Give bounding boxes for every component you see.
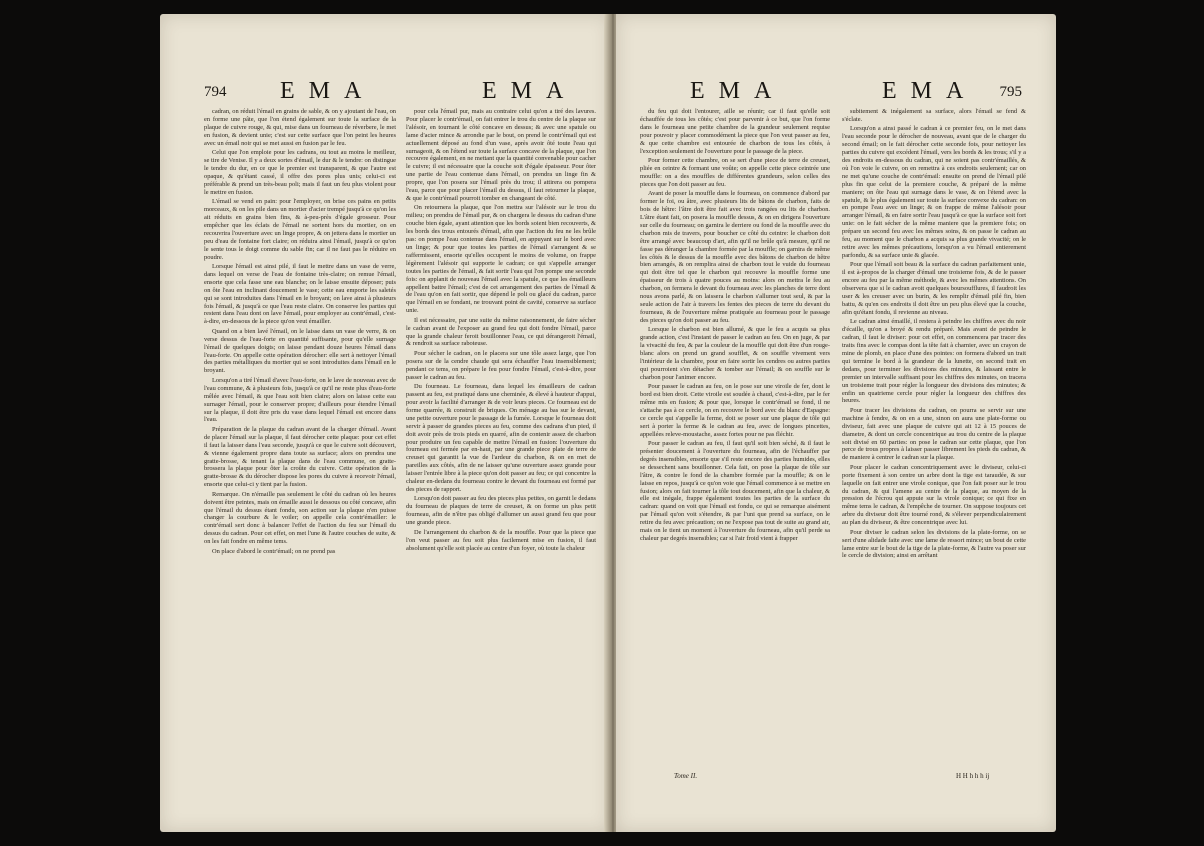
paragraph: cadran, on réduit l'émail en grains de sable, & on y ajoutant de l'eau, on en forme une pâte, que l'on étend également sur toute la surface de la plaque de cuivre rouge, & qui, mise dans un fourneau de réverbere, le met en fusion, & devient unie; c'est sur cette surface que l'on peint les heures avec un émail noir qui se met aussi en fusion par le feu. [204,108,396,147]
paragraph: Quand on a bien lavé l'émail, on le laisse dans un vase de verre, & on verse dessus de l'eau-forte en quantité suffisante, pour qu'elle surnage l'émail de quelques doigts; on laisse pendant douze heures l'émail dans l'eau-forte. On appelle cette opération dérocher: elle sert à nettoyer l'émail des parties métalliques du mortier qui se sont introduites dans l'émail en le broyant. [204,327,396,375]
volume-footer: Tome II. [674,772,698,780]
paragraph: Lorsqu'on a tiré l'émail d'avec l'eau-forte, on le lave de nouveau avec de l'eau commune, & à plusieurs fois, jusqu'à ce qu'il ne reste plus d'eau-forte mêlée avec l'émail, & que l'eau soit bien claire; alors on laisse cette eau surnager l'émail, pour le conserver propre; d'ailleurs pour étendre l'émail sur la plaque, il doit être pris du vase dans lequel l'émail est encore dans l'eau. [204,376,396,424]
paragraph: Lorsque l'émail est ainsi pilé, il faut le mettre dans un vase de verre, dans lequel on verse de l'eau de fontaine très-claire; on remue l'émail, ensorte que cela fasse une eau blanche; on le laisse ensuite déposer; puis on ôte l'eau en inclinant doucement le vase; cette eau emporte les saletés qui se sont introduites dans l'émail en le broyant; on lave ainsi à plusieurs fois l'émail, & jusqu'à ce que l'eau reste claire. On conserve les parties qui restent dans l'eau dont on lave l'émail, pour employer au contr'émail, c'est-à-dire, en-dessous de la piece qu'on veut émailler. [204,263,396,326]
paragraph: Pour tracer les divisions du cadran, on pourra se servir sur une machine à fendre, & on en a une, sinon on aura une plate-forme ou diviseur, fait avec une plaque de cuivre qui ait 12 à 15 pouces de diametre, & dont un cercle concentrique au trou du centre de la plaque soit divisé en 60 parties: on pose le cadran sur cette plaque, que l'on perce de trous propres à laisser passer librement les pieds du cadran, & de maniere à centrer le cadran sur la plaque. [842,406,1026,462]
right-running-head-2: EMA [882,78,978,104]
left-page-header [160,72,610,106]
paragraph: On place d'abord le contr'émail; on ne prend pas [212,547,336,555]
paragraph: du feu qui doit l'entourer, aille se réunir; car il faut qu'elle soit échauffée de tous les côtés; c'est pour parvenir à ce but, que l'on forme dans le fourneau une petite chambre de la grandeur seulement requise pour pouvoir y placer commodément la piece que l'on veut passer au feu, & que cette chambre est entourée de charbon de tous les côtés, à l'exception seulement de l'ouverture pour le passage de la piece. [640,108,830,155]
paragraph: De l'arrangement du charbon & de la mouffle. Pour que la piece que l'on veut passer au feu soit plus facilement mise en fusion, il faut absolument qu'elle soit placée au centre d'un foyer, où toute la chaleur [406,528,596,552]
paragraph: Lorsqu'on a ainsi passé le cadran à ce premier feu, on le met dans l'eau seconde pour le dérocher de nouveau, avant que de le charger du second émail; on le fait dérocher cette seconde fois, pour nettoyer les parties du cuivre qui excédent l'émail, vers les bords & les trous; s'il y a des endroits en-dessous du cadran, qui ne soient pas contr'émaillés, & où l'on voie le cuivre, on en remettra à ces endroits seulement; car on ne met qu'une couche de contr'émail: ensuite on prend de l'émail pilé plus fin que celui de la premiere couche, & préparé de la même maniere; on ôte l'eau qui surnage dans le vase, & on l'étend avec la spatule, & le plus également sur toute la surface convexe du cadran: on en pompe l'eau avec un linge; & on frappe de même l'alésoir pour arranger l'émail, & en faire sortir l'eau jusqu'à ce que la surface soit fort unie: on le fait sécher de la même maniere que la premiere fois; on prépare un second feu avec les mêmes soins, & on passe le cadran au feu, au moment que le charbon a acquis sa plus grande vivacité; on le retire avec les mêmes précautions, lorsqu'on a vu l'émail entierement parfondu, & sa surface unie & glacée. [842,125,1026,259]
right-column-1 [640,108,830,768]
paragraph: Du fourneau. Le fourneau, dans lequel les émailleurs de cadran passent au feu, est pratiqué dans une cheminée, & élevé à hauteur d'appui, pour avoir la facilité d'arranger & de voir leurs pieces. Ce fourneau est de forme quarrée, & construit de briques. On ménage au bas sur le devant, une petite ouverture pour le passage de la fumée. Lorsque le fourneau doit servir à passer de grandes pieces au feu, comme des cadrans d'un pied, il doit avoir près de trois pieds en quarré, afin de contenir assez de charbon pour produire un feu capable de mettre l'émail en fusion: l'ouverture du fourneau est fermée par en-haut, par une grande piece plate de terre de creuset qui garantit la vue de l'ardeur du charbon, & on en met de pareilles aux côtés, afin de ne laisser qu'une ouverture assez grande pour laisser l'entrée libre à la piece qu'on doit passer au feu; ce qui concentre la chaleur en-dedans du fourneau contre le devant du fourneau est formé par des pieces de rapport. [406,383,596,493]
paragraph: Pour diviser le cadran selon les divisions de la plate-forme, on se sert d'une alidade faite avec une lame de ressort mince; un bout de cette lame entre sur le bout de la tige de la plate-forme, & l'autre va poser sur le cercle de division; ainsi en arrêtant [842,528,1026,560]
paragraph: Pour passer le cadran au feu, il faut qu'il soit bien séché, & il faut le présenter doucement à l'ouverture du fourneau, afin de l'échauffer par degrés insensibles, ensorte que s'il reste encore des parties humides, elles se dessechent sans bouillonner. Cela fait, on pose la plaque de tôle sur l'âtre, & contre le fond de la chambre formée par la mouffle; & on le laisse en repos, jusqu'à ce qu'on voie que l'émail commence à se mettre en fusion; alors on fait tourner la tôle tout doucement, afin que la chaleur, & elle est inégale, frappe également toutes les parties de la surface du cadran: quand on voit que l'émail est fondu, ce qui se remarque aisément par l'émail qu'on voit s'étendre, & par l'uni que prend sa surface, on le retire du feu avec précaution; on ne l'expose pas tout de suite au grand air, mais on le tient un moment à l'ouverture du fourneau, afin qu'il perde sa chaleur par degrés insensibles; car si l'air froid vient à frapper [640,440,830,542]
left-running-head-2: EMA [482,78,578,104]
left-column-1 [204,108,396,813]
paragraph: Remarque. On n'émaille pas seulement le côté du cadran où les heures doivent être peintes, mais on émaille aussi le dessous ou côté concave, afin que l'émail du dessus étant fondu, son action sur la plaque n'en puisse changer la courbure & le voiler; on appelle cela contr'émailler: le contr'émail sert donc à balancer l'effet de l'action du feu sur l'émail du dessus du cadran. Pour cet effet, on met l'une & l'autre couches de suite, & on les fait fondre en même tems. [204,490,396,546]
paragraph: Celui que l'on emploie pour les cadrans, ou tout au moins le meilleur, se tire de Venise. Il y a deux sortes d'émail, le dur & le tendre: on distingue le tendre du dur, en ce que le premier est transparent, & que l'autre est opaque, & qu'étant cassé, il offre des pores plus unis; celui-ci est préférable & prend un très-beau poli; mais il faut un feu plus violent pour le mettre en fusion. [204,149,396,196]
paragraph: subitement & inégalement sa surface, alors l'émail se fend & s'éclate. [842,108,1026,123]
signature-mark: H H h h h ij [956,772,990,780]
paragraph: On retournera la plaque, que l'on mettra sur l'alésoir sur le trou du milieu; on prendra de l'émail pur, & on chargera le dessus du cadran d'une couche bien égale, ayant attention que les bords soient bien recouverts, & les bords des trous entourés d'émail, afin que l'action du feu ne les brûle pas: on pompe l'eau contenue dans l'émail, en appuyant sur le bord avec un linge; & pour que toutes les parties de l'émail s'arrangent & se raffermissent, ensorte qu'elles occupent le moins de volume, on frappe légèrement l'alésoir qui supporte le cadran; ce qui s'appelle arranger toutes les parties de l'émail, & fait sortir l'eau qui l'on pompe une seconde fois: on applanit de nouveau l'émail avec la spatule, ce que les émailleurs appellent battre l'émail; c'est de cet arrangement des parties de l'émail & de l'eau qu'on en fait sortir, que dépend le poli ou glacé du cadran, parce que l'émail en se fondant, ne trouvant point de cavité, conserve sa surface unie. [406,204,596,315]
left-page-number: 794 [204,84,227,100]
left-page [160,14,610,832]
right-column-2 [842,108,1026,768]
paragraph: Préparation de la plaque du cadran avant de la charger d'émail. Avant de placer l'émail sur la plaque, il faut dérocher cette plaque: pour cet effet il faut la laisser dans l'eau seconde, jusqu'à ce que le cuivre soit découvert, & vienne également propre dans toute sa surface; alors on prendra une gratte-brosse, & tenant la plaque dans de l'eau commune, on gratte-brossera la plaque pour ôter la croûte du cuivre. Cette opération de la gratte-brosse & du dérocher dispose les pores du cuivre à recevoir l'émail, ensorte que celui-ci y tient par la fusion. [204,425,396,489]
paragraph: Pour former cette chambre, on se sert d'une piece de terre de creuset, pliée en ceintre & formant une voûte; on appelle cette piece ceintrée une mouffle: on a des mouffles de différentes grandeurs, selon celles des pieces que l'on doit passer au feu. [640,157,830,188]
left-column-2 [406,108,596,813]
paragraph: Pour placer le cadran concentriquement avec le diviseur, celui-ci porte fixement à son centre un arbre dont la tige est taraudée, & sur laquelle on fait entrer une virole conique, que l'on fait poser sur le trou du cadran, & qui l'amene au centre de la plaque, au moyen de la pression de l'écrou qui appuie sur la virole conique; ce qui fixe en même tems le cadran, & l'empêche de tourner. On suppose toujours cet arbre du diviseur doit être tourné rond, & s'élever perpendiculairement au plan du diviseur, & être concentrique avec lui. [842,463,1026,527]
paragraph: Lorsqu'on doit passer au feu des pieces plus petites, on garnit le dedans du fourneau de plaques de terre de creuset, & on forme un plus petit fourneau, afin de n'être pas obligé d'allumer un aussi grand feu que pour une grande piece. [406,495,596,527]
paragraph: L'émail se vend en pain: pour l'employer, on brise ces pains en petits morceaux, & on les pile dans un mortier d'acier trempé jusqu'à ce qu'on les ait réduits en grains bien fins, & à-peu-près d'égale grosseur. Pour empêcher que les éclats de l'émail ne sortent hors du mortier, on en recouvrira l'ouverture avec un linge propre, & on jettera dans le mortier un peu d'eau de fontaine fort claire; on réduira ainsi l'émail, jusqu'à ce qu'on le sente tous le doigt comme du sable fin; car il ne faut pas le réduire en poudre. [204,198,396,261]
paragraph: Pour sécher le cadran, on le placera sur une tôle assez large, que l'on posera sur de la cendre chaude qui sera échauffer l'eau insensiblement; pendant ce tems, on prépare le feu pour fondre l'émail, c'est-à-dire, pour passer le cadran au feu. [406,349,596,381]
paragraph: Avant de poser la mouffle dans le fourneau, on commence d'abord par former le foi, ou âtre, avec plusieurs lits de bâtons de charbon, faits de bois de hêtre: l'âtre doit être fait avec trois rangées ou lits de charbon. L'âtre étant fait, on posera la mouffle dessus, & on en dirigera l'ouverture sur celle du fourneau; on garnira le derriere ou fond de la mouffle avec du charbon mis de travers, pour boucher ce côté du ceintre: le charbon doit être arrangé avec beaucoup d'art, afin qu'il ne brûle qu'à mesure, qu'il ne fasse pas déranger la chambre formée par la mouffle; on garnira de même les côtés & le dessus de la mouffle avec des bâtons de charbon de hêtre bien arrangés, & on remplira ainsi de charbon tout le vuide du fourneau qui doit être tel que le charbon qui recouvre la mouffle forme une épaisseur de trois à quatre pouces au moins: alors on mettra le feu au charbon, on fermera le devant du fourneau avec les planches de terre dont nous avons parlé, & on laissera le charbon s'allumer tout seul, & par la seule action de l'air à travers les fentes des pieces de terre du devant du fourneau, & de l'ouverture même pratiquée au fourneau pour le passage des pieces qu'on doit passer au feu. [640,190,830,324]
paragraph: Le cadran ainsi émaillé, il restera à peindre les chiffres avec du noir d'écaille, qu'on a broyé & rendu préparé. Mais avant de peindre le cadran, il faut le diviser: pour cet effet, on commencera par tracer des traits fins avec le compas dont la tête fait à charnier, avec un crayon de mine de plomb, en place d'une des pointes: on formera d'abord un trait qui termine le bord à la grandeur de la lunette, on second trait en dedans, pour terminer les divisions des minutes, & laissant entre le premier un intervalle suffisant pour les chiffres des minutes, on tracera un troisieme trait pour régler la longueur des divisions des minutes; & enfin un quatrieme cercle pour régler la longueur des chiffres des heures. [842,318,1026,405]
right-page [616,14,1056,832]
right-running-head-1: EMA [690,78,786,104]
paragraph: Il est nécessaire, par une suite du même raisonnement, de faire sécher le cadran avant de l'exposer au grand feu qui doit fondre l'émail, parce que la grande chaleur feroit bouillonner l'eau, ce qui dérangeroit l'émail, & rendroit sa surface raboteuse. [406,316,596,348]
paragraph: Pour que l'émail soit beau & la surface du cadran parfaitement unie, il est à-propos de la charger d'émail une troisieme fois, & de le passer encore au feu par la même méthode, & avec les mêmes attentions. On observera que si le cadran avoit quelques boursoufflures, il faudroit les user & les creuser avec un burin, & les remplir d'émail pilé fin, bien battu, & qu'en ces endroits il doit être un peu plus élevé que la couche, afin qu'étant fondu, il revienne au niveau. [842,261,1026,316]
paragraph: pour cela l'émail pur, mais au contraire celui qu'on a tiré des lavures. Pour placer le contr'émail, on fait entrer le trou du centre de la plaque sur l'alésoir, en tournant le côté concave en dessus; & avec une spatule ou lame d'acier mince & arrondie par le bout, on prend le contr'émail qui est actuellement déposé au fond d'un vase, après avoir ôté toute l'eau qui surnageoit, & on l'étend sur toute la surface concave de la plaque, que l'on recouvre également, en ne mettant que la quantité convenable pour cacher le cuivre; il est nécessaire que la couche soit d'égale épaisseur. Pour ôter une partie de l'eau contenue dans l'émail, on prendra un linge fin & propre, que l'on posera sur l'émail près du trou; il attirera ou pompera l'eau, parce que pour placer l'émail du dessus, il faut retourner la plaque, & que le contr'émail pourroit tomber en changeant de côté. [406,108,596,202]
paragraph: Pour passer le cadran au feu, on le pose sur une viroile de fer, dont le bord est bien droit. Cette viroile est soudée à chaud, c'est-à-dire, par le fer même mis en fusion; & pour que, lorsque le contr'émail se fond, il ne s'attache pas à ce cercle, on en recouvre le bord avec du blanc d'Espagne: ce cercle qui s'appelle la ferme, doit se poser sur une plaque de tôle qui sert à porter la ferme & le cadran au feu, avec de longues pincettes, appellées releve-moustache, assez fortes pour ne pas fléchir. [640,383,830,438]
paragraph: Lorsque le charbon est bien allumé, & que le feu a acquis sa plus grande action, c'est l'instant de passer le cadran au feu. On en juge, & par la vivacité du feu, & par la couleur de la mouffle qui doit être d'un rouge-blanc alors on prend un grand soufflet, & on souffle vivement vers l'intérieur de la chambre, pour en faire sortir les cendres ou autres parties qui pourroient s'en détacher & tomber sur l'émail; & on souffle sur le charbon pour l'animer encore. [640,326,830,381]
right-page-number: 795 [999,84,1022,100]
right-page-header [616,72,1056,106]
left-running-head-1: EMA [280,78,376,104]
